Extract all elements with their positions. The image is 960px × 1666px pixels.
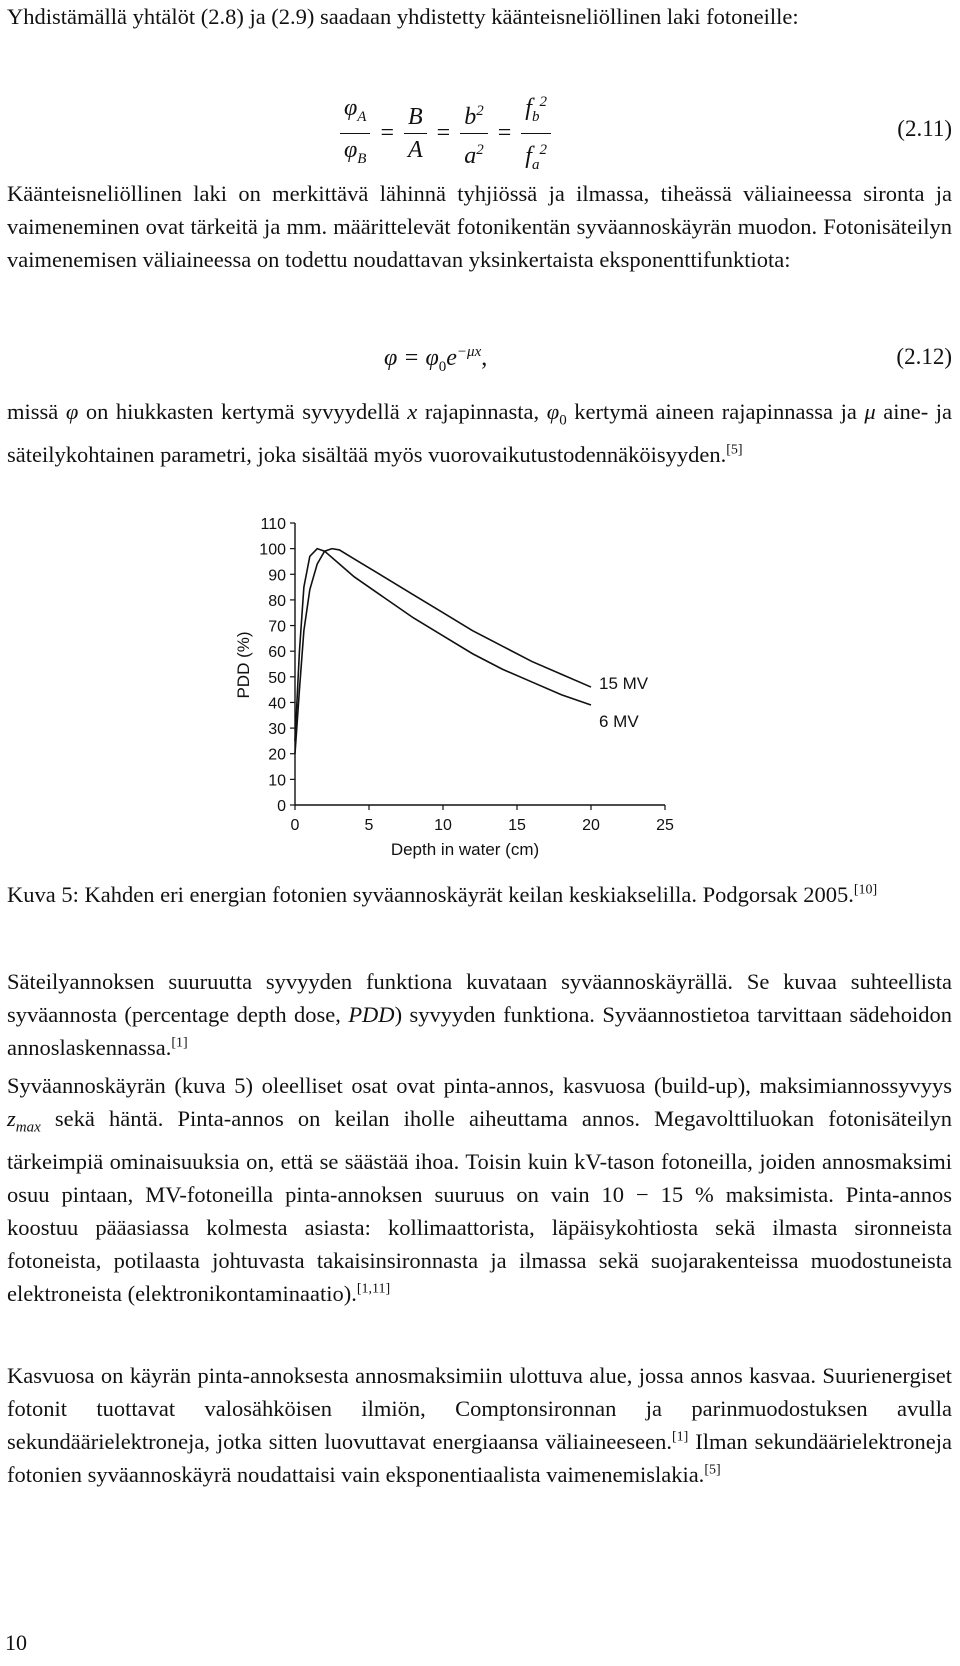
series-label: 15 MV	[599, 674, 649, 694]
citation: [1]	[672, 1429, 689, 1445]
page-number: 10	[5, 1630, 27, 1655]
x-tick-label: 20	[582, 817, 600, 834]
y-tick-label: 20	[268, 746, 286, 764]
inverse-square-paragraph: Käänteisneliöllinen laki on merkittävä lähinnä tyhjiössä ja ilmassa, tiheässä väliaineessa sironta ja vaimeneminen ovat tärkeitä ja mm. määrittelevät fotonikentän syväannoskäyrän muodon. Fotonisäteilyn vaimenemisen väliaineessa on todettu noudattavan yksinkertaista eksponenttifunktiota:	[7, 181, 952, 272]
x-tick-label: 5	[364, 817, 374, 834]
figure-caption: Kuva 5: Kahden eri energian fotonien syväannoskäyrät keilan keskiakselilla. Podgorsak 2005.[10]	[7, 882, 878, 907]
x-tick-label: 15	[508, 817, 526, 834]
series-line-6-mv	[295, 549, 591, 741]
y-tick-label: 80	[268, 592, 286, 610]
series-label: 6 MV	[599, 712, 639, 732]
pdd-chart	[225, 505, 695, 865]
fraction-focus: $\frac{f_b^2}{f_a^2}$	[521, 87, 551, 180]
y-tick-label: 60	[268, 644, 286, 662]
pdd-paragraph: Säteilyannoksen suuruutta syvyyden funktiona kuvataan syväannoskäyrällä. Se kuvaa suhteellista syväannosta (percentage depth dose, PDD) syvyyden funktiona. Syväannostietoa tarvittaan sädehoidon annoslaskennassa.[1]	[7, 969, 953, 1060]
y-tick-label: 110	[260, 516, 286, 533]
equation-2-11: $\frac{\varphi_A}{\varphi_B}$ = $\frac{B}{A}$ = $\frac{b^2}{a^2}$ = $\frac{f_b^2}{f_a^2}$ (2.11)	[0, 88, 960, 178]
y-tick-label: 30	[268, 721, 286, 739]
x-tick-label: 0	[290, 817, 300, 834]
y-tick-label: 10	[268, 772, 286, 790]
y-tick-label: 100	[259, 541, 286, 559]
y-tick-label: 70	[268, 618, 286, 636]
definition-paragraph: missä φ on hiukkasten kertymä syvyydellä x rajapinnasta, $\varphi_0$ kertymä aineen rajapinnassa ja μ aine- ja säteilykohtainen parametri, joka sisältää myös vuorovaikutustodennäköisyyden.[5]	[7, 399, 952, 467]
chart-axes	[295, 523, 665, 805]
fraction-area: $\frac{B}{A}$	[404, 102, 427, 165]
y-tick-label: 40	[268, 695, 286, 713]
x-tick-label: 25	[656, 817, 674, 834]
y-tick-label: 50	[268, 669, 286, 687]
fraction-distance: $\frac{b^2}{a^2}$	[460, 96, 488, 171]
citation: [5]	[704, 1462, 721, 1478]
equation-2-12: $\varphi = \varphi_0e^{-\mu x}$, (2.12)	[384, 344, 952, 375]
pdd-parts-paragraph: Syväannoskäyrän (kuva 5) oleelliset osat ovat pinta-annos, kasvuosa (build-up), maksimiannossyvyys $z_{max}$ sekä häntä. Pinta-annos on keilan iholle aiheuttama annos. Megavolttiluokan fotonisäteilyn tärkeimpiä ominaisuuksia on, että se säästää ihoa. Toisin kuin kV-tason fotoneilla, joiden annosmaksimi osuu pintaan, MV-fotoneilla pinta-annoksen suuruus on vain 10 − 15 % maksimista. Pinta-annos koostuu pääasiassa kolmesta asiasta: kollimaattorista, läpäisykohtiosta sekä ilmasta sironneista fotoneista, potilaasta johtuvasta takaisinsironnasta ja ilmassa sekä suojarakenteissa muodostuneista elektroneista (elektronikontaminaatio).[1,11]	[7, 1073, 952, 1306]
chart-series	[295, 549, 649, 754]
citation: [1]	[171, 1035, 188, 1051]
series-line-15-mv	[295, 549, 591, 754]
intro-paragraph: Yhdistämällä yhtälöt (2.8) ja (2.9) saadaan yhdistetty käänteisneliöllinen laki fotoneille:	[7, 4, 799, 29]
citation: [10]	[853, 882, 878, 898]
y-tick-label: 0	[277, 798, 286, 815]
citation: [1,11]	[356, 1281, 391, 1296]
citation: [5]	[726, 442, 743, 457]
equation-number: (2.12)	[896, 344, 952, 369]
x-axis-label: Depth in water (cm)	[390, 840, 540, 859]
equation-number: (2.11)	[897, 116, 952, 141]
x-tick-label: 10	[434, 817, 452, 834]
y-tick-label: 90	[268, 567, 286, 585]
y-axis-label: PDD (%)	[234, 631, 253, 699]
fraction-phi: $\frac{\varphi_A}{\varphi_B}$	[340, 93, 370, 174]
buildup-paragraph: Kasvuosa on käyrän pinta-annoksesta annosmaksimiin ulottuva alue, jossa annos kasvaa. Suurienergiset fotonit tuottavat valosähköisen ilmiön, Comptonsironnan ja parinmuodostuksen avulla sekundäärielektroneja, jotka sitten luovuttavat energiaansa väliaineeseen.[1] Ilman sekundäärielektroneja fotonien syväannoskäyrä noudattaisi vain eksponentiaalista vaimenemislakia.[5]	[7, 1363, 953, 1487]
